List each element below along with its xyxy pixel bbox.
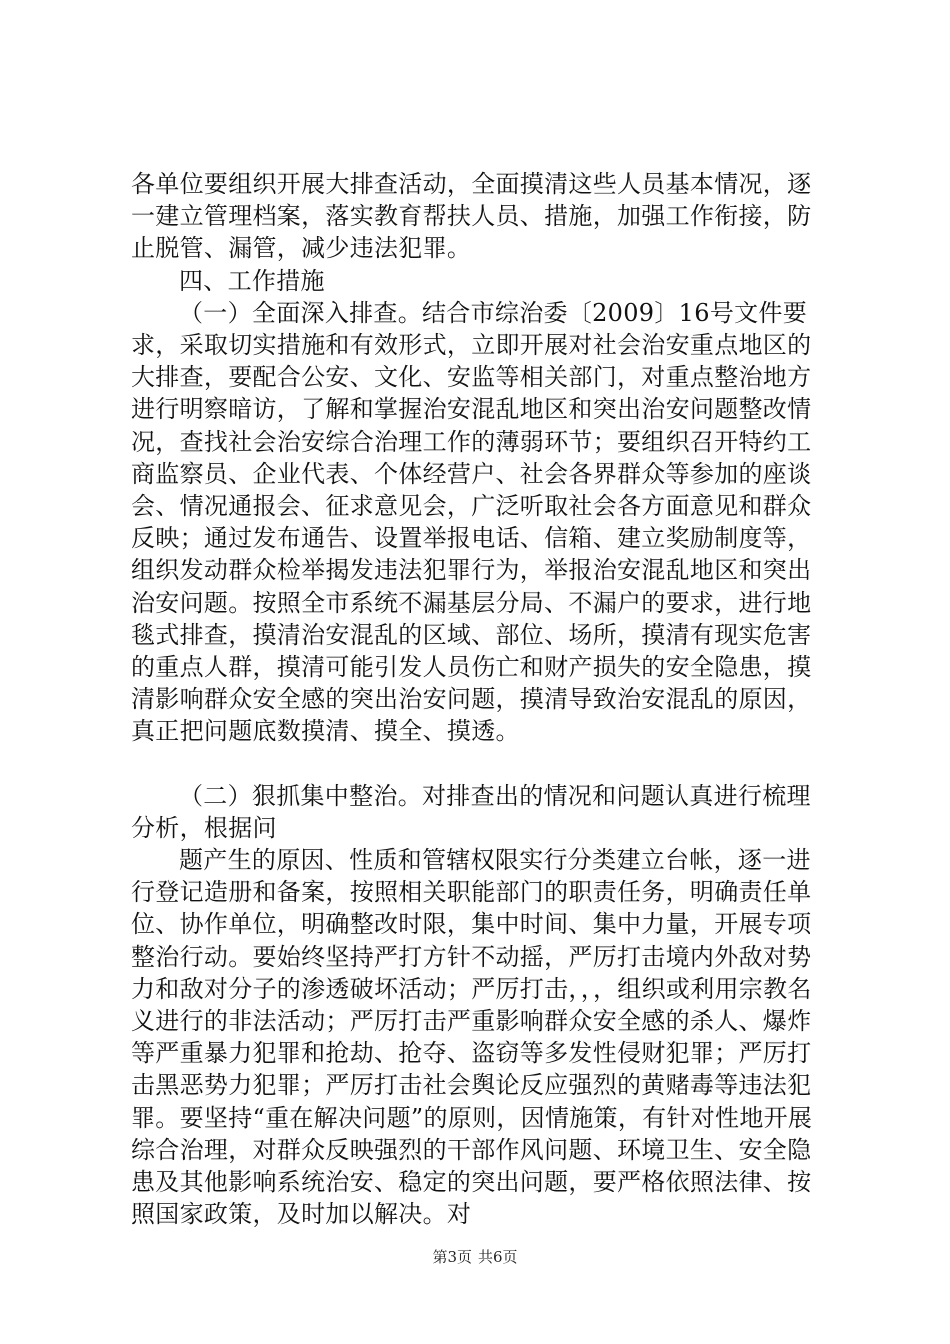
page-number: 第3页 [432, 1248, 472, 1266]
section-heading: 四、工作措施 [179, 266, 325, 295]
paragraph-continuation: 各单位要组织开展大排查活动，全面摸清这些人员基本情况，逐一建立管理档案，落实教育帮扶人员、措施，加强工作衔接，防止脱管、漏管，减少违法犯罪。 [131, 170, 812, 263]
document-body [131, 168, 831, 1231]
paragraph-rectification-body: 题产生的原因、性质和管辖权限实行分类建立台帐，逐一进行登记造册和备案，按照相关职能部门的职责任务，明确责任单位、协作单位，明确整改时限，集中时间、集中力量，开展专项整治行动。要始终坚持严打方针不动摇，严厉打击境内外敌对势力和敌对分子的渗透破坏活动；严厉打击，，，组织或利用宗教名义进行的非法活动；严厉打击严重影响群众安全感的杀人、爆炸等严重暴力犯罪和抢劫、抢夺、盗窃等多发性侵财犯罪；严厉打击黑恶势力犯罪；严厉打击社会舆论反应强烈的黄赌毒等违法犯罪。要坚持“重在解决问题”的原则，因情施策，有针对性地开展综合治理，对群众反映强烈的干部作风问题、环境卫生、安全隐患及其他影响系统治安、稳定的突出问题，要严格依照法律、按照国家政策，及时加以解决。对 [131, 846, 813, 1229]
page-total: 共6页 [478, 1248, 518, 1266]
paragraph-investigation: （一）全面深入排查。结合市综治委〔2009〕16号文件要求，采取切实措施和有效形式，立即开展对社会治安重点地区的大排查，要配合公安、文化、安监等相关部门，对重点整治地方进行明察暗访，了解和掌握治安混乱地区和突出治安问题整改情况，查找社会治安综合治理工作的薄弱环节；要组织召开特约工商监察员、企业代表、个体经营户、社会各界群众等参加的座谈会、情况通报会、征求意见会，广泛听取社会各方面意见和群众反映；通过发布通告、设置举报电话、信箱、建立奖励制度等，组织发动群众检举揭发违法犯罪行为，举报治安混乱地区和突出治安问题。按照全市系统不漏基层分局、不漏户的要求，进行地毯式排查，摸清治安混乱的区域、部位、场所，摸清有现实危害的重点人群，摸清可能引发人员伤亡和财产损失的安全隐患，摸清影响群众安全感的突出治安问题，摸清导致治安混乱的原因，真正把问题底数摸清、摸全、摸透。 [131, 298, 812, 746]
paragraph-rectification-intro: （二）狠抓集中整治。对排查出的情况和问题认真进行梳理分析，根据问 [131, 781, 811, 842]
page-footer [0, 1247, 950, 1267]
